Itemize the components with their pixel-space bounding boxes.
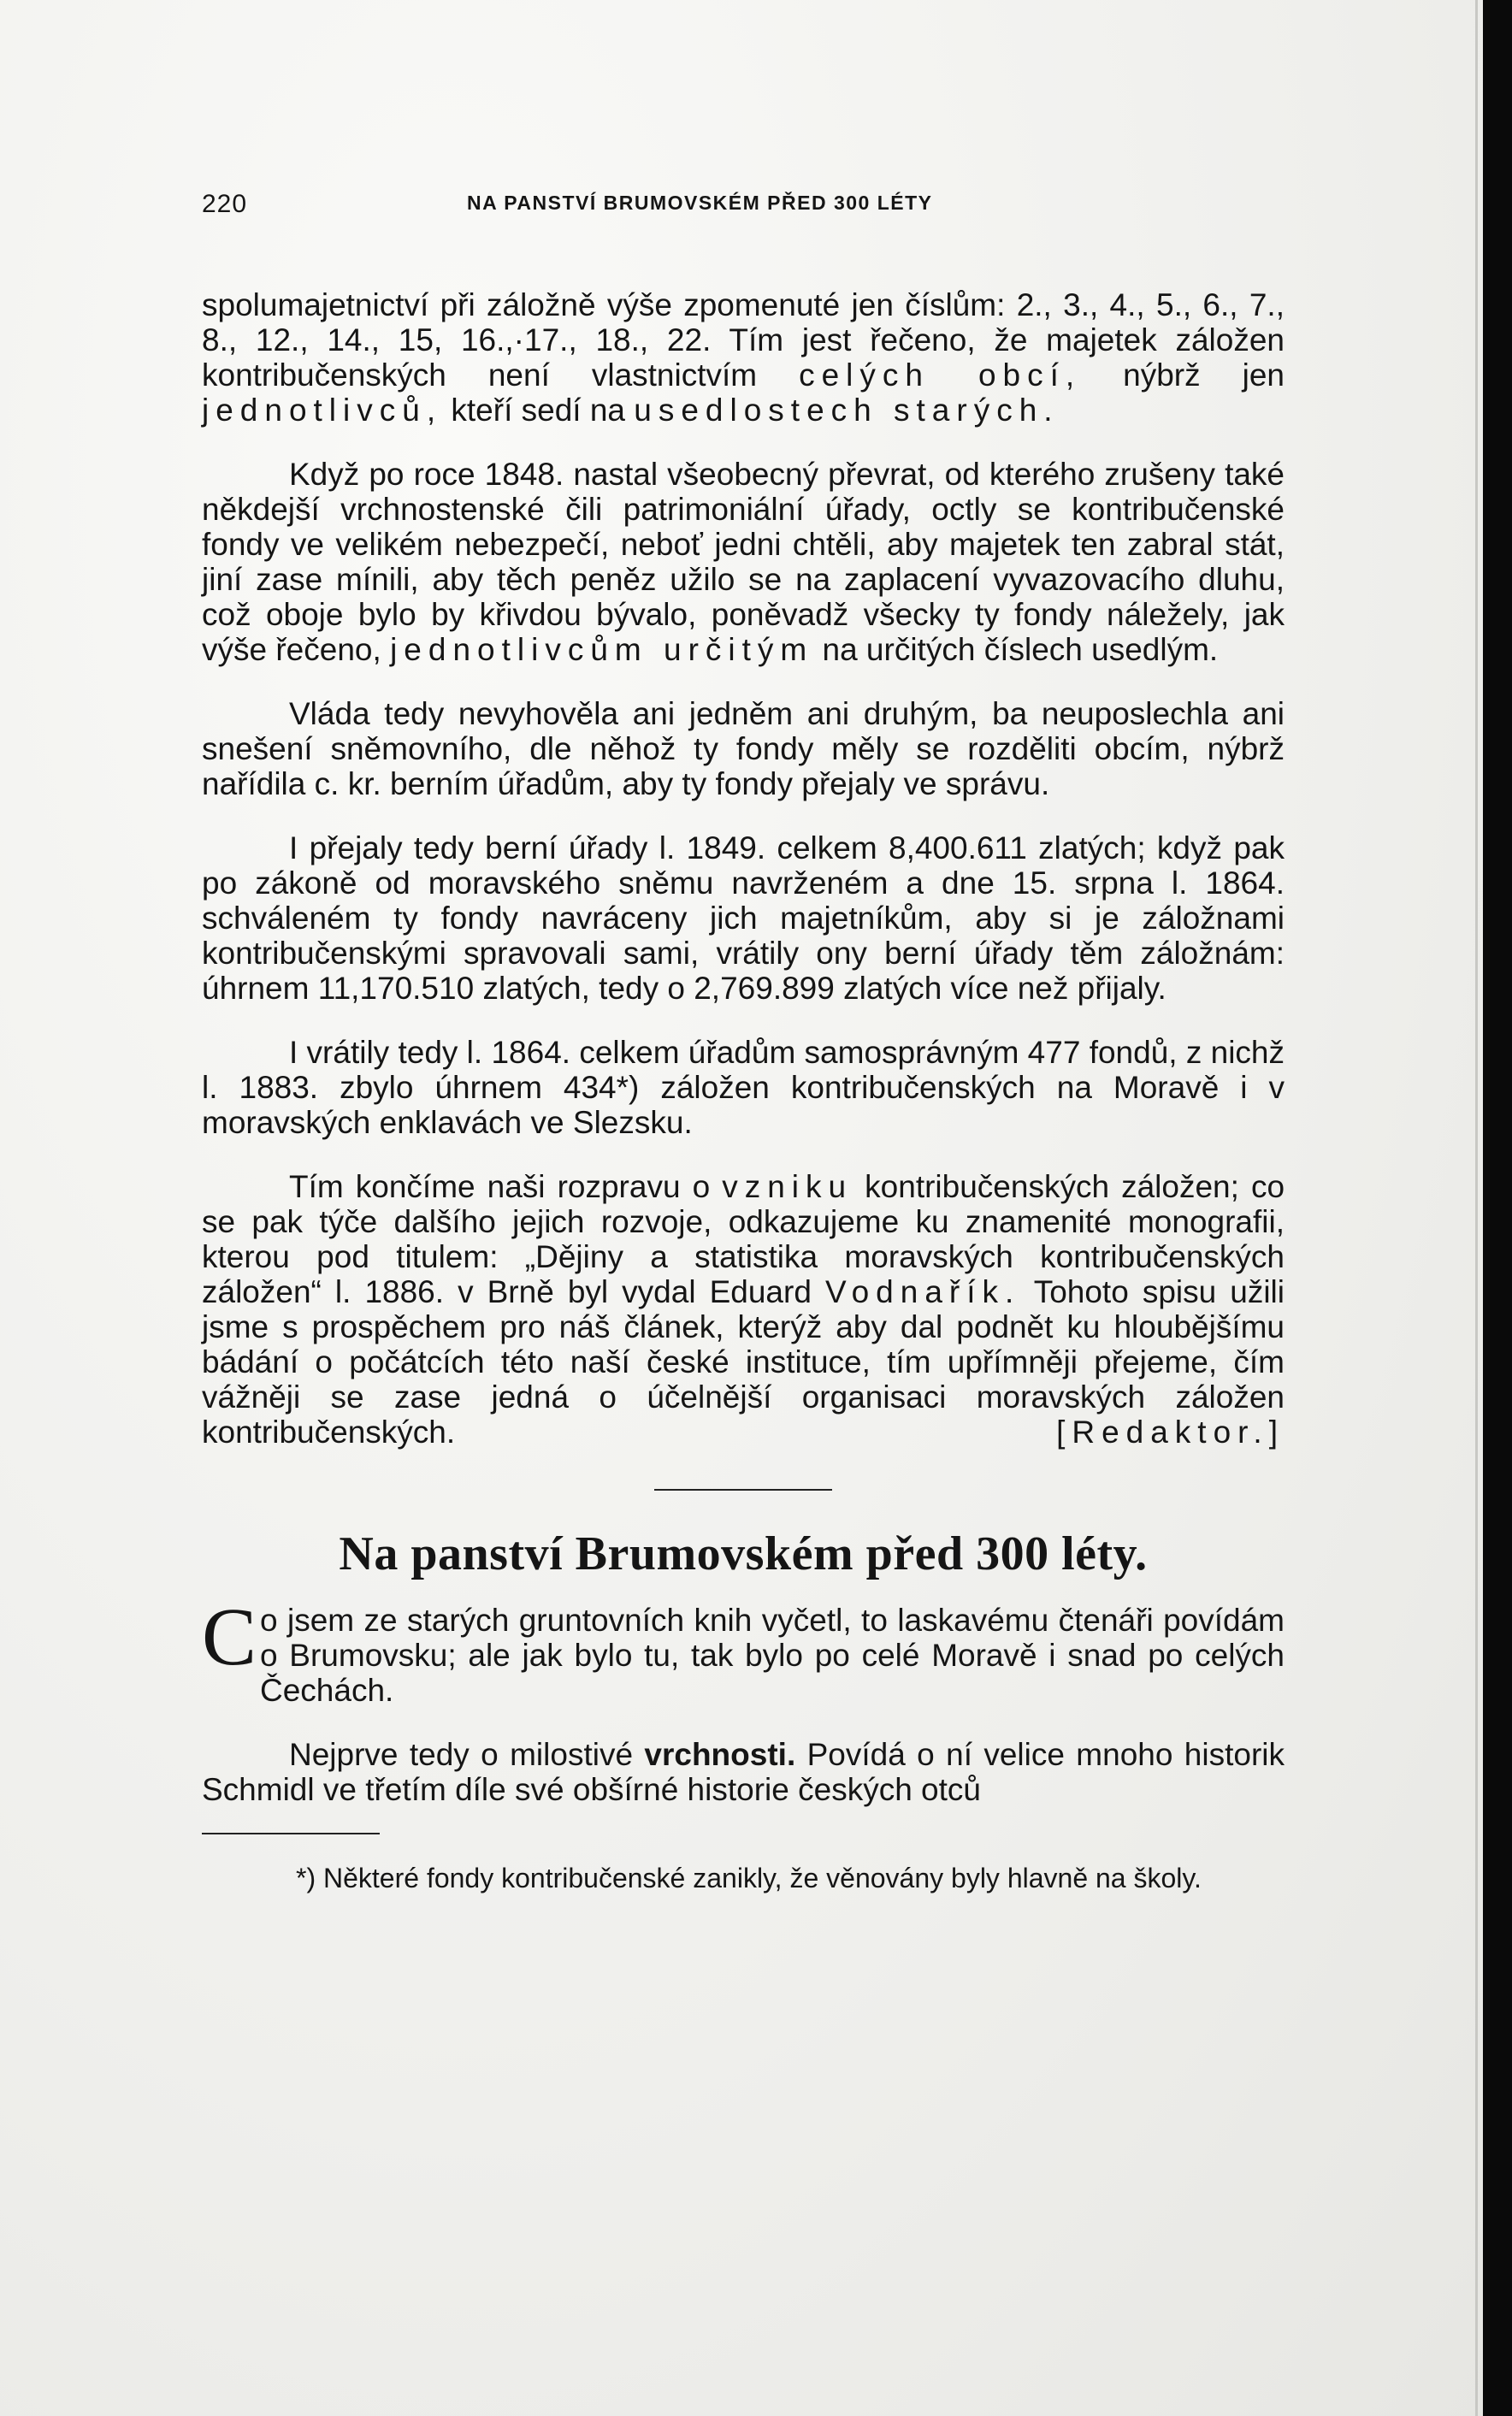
scan-dark-edge [1483, 0, 1512, 2416]
article-title: Na panství Brumovském před 300 léty. [339, 1527, 1148, 1580]
paragraph-2: Když po roce 1848. nastal všeobecný převrat, od kterého zrušeny také někdejší vrchnostenské čili patrimoniální úřady, octly se kontribučenské fondy ve velikém nebezpečí, neboť jedni chtěli, aby majetek ten zabral stát, jiní zase mínili, aby těch peněz užilo se na zaplacení vyvazovacího dluhu, což oboje bylo by křivdou bývalo, poněvadž všecky ty fondy náležely, jak výše řečeno, jednotlivcům určitým na určitých číslech usedlým. [202, 457, 1285, 667]
section-divider [654, 1489, 832, 1491]
paragraph-4: I přejaly tedy berní úřady l. 1849. celkem 8,400.611 zlatých; když pak po zákoně od moravského sněmu navrženém a dne 15. srpna l. 1864. schváleném ty fondy navráceny jich majetníkům, aby si je záložnami kontribučenskými spravovali sami, vrátily ony berní úřady těm záložnám: úhrnem 11,170.510 zlatých, tedy o 2,769.899 zlatých více než přijaly. [202, 830, 1285, 1006]
emphasis-spaced: vzniku [722, 1169, 853, 1204]
page-header [202, 180, 1285, 222]
emphasis-spaced: celých obcí, [799, 357, 1082, 393]
body-text [202, 287, 1285, 1894]
page-number: 220 [202, 190, 248, 218]
article-paragraph-1: C o jsem ze starých gruntovních knih vyčetl, to laskavému čtenáři povídám o Brumovsku; ale jak bylo tu, tak bylo po celé Moravě i snad po celých Čechách. [202, 1591, 1285, 1708]
paragraph-3: Vláda tedy nevyhověla ani jedněm ani druhým, ba neuposlechla ani snešení sněmovního, dle něhož ty fondy měly se rozděliti obcím, nýbrž nařídila c. kr. berním úřadům, aby ty fondy přejaly ve správu. [202, 696, 1285, 801]
paragraph-5: I vrátily tedy l. 1864. celkem úřadům samosprávným 477 fondů, z nichž l. 1883. zbylo úhrnem 434*) záložen kontribučenských na Moravě i v moravských enklavách ve Slezsku. [202, 1035, 1285, 1140]
emphasis-bold: vrchnosti. [644, 1737, 796, 1772]
page [202, 180, 1285, 1922]
emphasis-spaced: jednotlivcům určitým [390, 632, 814, 667]
drop-cap: C [202, 1591, 257, 1682]
paragraph-6: Tím končíme naši rozpravu o vzniku kontribučenských záložen; co se pak týče dalšího jejich rozvoje, odkazujeme ku znamenité monografii, kterou pod titulem: „Dějiny a statistika moravských kontribučenských záložen“ l. 1886. v Brně byl vydal Eduard Vodnařík. Tohoto spisu užili jsme s prospěchem pro náš článek, kterýž aby dal podnět ku hloubějšímu bádání o počátcích této naší české instituce, tím upřímněji přejeme, čím vážněji se zase jedná o účelnější organisaci moravských záložen kontribučenských. [Redaktor.] [202, 1169, 1285, 1450]
footnote: *) Některé fondy kontribučenské zanikly, že věnovány byly hlavně na školy. [296, 1863, 1202, 1893]
emphasis-spaced: usedlostech starých. [634, 393, 1060, 428]
scan-edge-line [1475, 0, 1478, 2416]
paragraph-1: spolumajetnictví při záložně výše zpomenuté jen číslům: 2., 3., 4., 5., 6., 7., 8., 12., 14., 15, 16.,·17., 18., 22. Tím jest řečeno, že majetek záložen kontribučenských není vlastnictvím celých obcí, nýbrž jen jednotlivců, kteří sedí na usedlostech starých. [202, 287, 1285, 428]
editor-signature: [Redaktor.] [1056, 1415, 1285, 1450]
author-name: Vodnařík. [824, 1274, 1021, 1309]
footnote-divider [202, 1833, 380, 1834]
running-head: NA PANSTVÍ BRUMOVSKÉM PŘED 300 LÉTY [467, 192, 933, 214]
article-paragraph-2: Nejprve tedy o milostivé vrchnosti. Povídá o ní velice mnoho historik Schmidl ve třetím díle své obšírné historie českých otců [202, 1737, 1285, 1807]
emphasis-spaced: jednotlivců, [202, 393, 443, 428]
